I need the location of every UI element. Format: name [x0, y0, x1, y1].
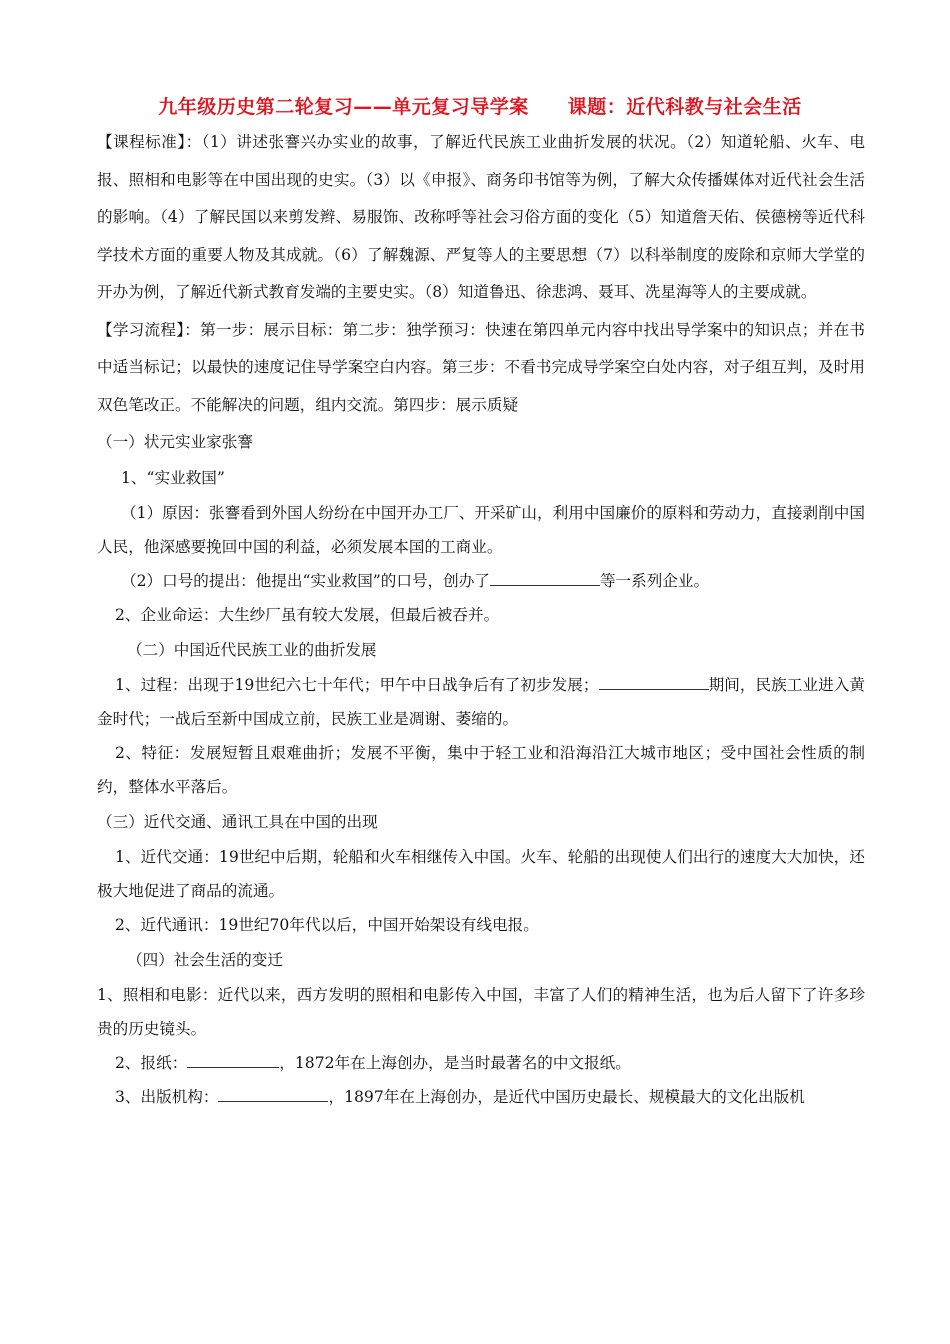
section4-newspaper — [97, 1046, 865, 1080]
section1-item2: 2、企业命运：大生纱厂虽有较大发展，但最后被吞并。 — [115, 606, 500, 624]
section4-publisher — [97, 1080, 865, 1114]
fill-in-blank[interactable] — [218, 1087, 328, 1102]
section4-photo-film: 1、照相和电影：近代以来，西方发明的照相和电影传入中国，丰富了人们的精神生活，也为后人留下了许多珍贵的历史镜头。 — [97, 986, 865, 1038]
section-heading-2: （二）中国近代民族工业的曲折发展 — [127, 641, 377, 659]
section2-features: 2、特征：发展短暂且艰难曲折；发展不平衡，集中于轻工业和沿海沿江大城市地区；受中国社会性质的制约，整体水平落后。 — [97, 744, 865, 796]
page-title: 九年级历史第二轮复习——单元复习导学案 课题：近代科教与社会生活 — [158, 96, 802, 118]
section2-process — [97, 668, 865, 736]
publisher-text-before: 3、出版机构： — [115, 1088, 219, 1106]
document-body — [97, 124, 865, 1114]
section3-communication: 2、近代通讯：19世纪70年代以后，中国开始架设有线电报。 — [115, 916, 539, 934]
fill-in-blank[interactable] — [599, 675, 709, 690]
fill-in-blank[interactable] — [187, 1053, 279, 1068]
course-standard-paragraph: 【课程标准】：（1）讲述张謇兴办实业的故事，了解近代民族工业曲折发展的状况。（2）知道轮船、火车、电报、照相和电影等在中国出现的史实。（3）以《申报》、商务印书馆等为例，了解大众传播媒体对近代社会生活的影响。（4）了解民国以来剪发辫、易服饰、改称呼等社会习俗方面的变化（5）知道詹天佑、侯德榜等近代科学技术方面的重要人物及其成就。（6）了解魏源、严复等人的主要思想（7）以科举制度的废除和京师大学堂的开办为例，了解近代新式教育发端的主要史实。（8）知道鲁迅、徐悲鸿、聂耳、冼星海等人的主要成就。 — [97, 133, 865, 301]
section1-slogan — [97, 564, 865, 598]
section1-item1: 1、“实业救国” — [121, 469, 225, 487]
fill-in-blank[interactable] — [490, 571, 600, 586]
section3-transport: 1、近代交通：19世纪中后期，轮船和火车相继传入中国。火车、轮船的出现使人们出行的速度大大加快，还极大地促进了商品的流通。 — [97, 848, 865, 900]
process-text-after: 期间，民族工业进入黄金时代；一战后至新中国成立前，民族工业是凋谢、萎缩的。 — [97, 676, 865, 728]
publisher-text-after: ，1897年在上海创办，是近代中国历史最长、规模最大的文化出版机 — [328, 1088, 805, 1106]
section-heading-4: （四）社会生活的变迁 — [127, 951, 283, 969]
section-heading-3: （三）近代交通、通讯工具在中国的出现 — [97, 813, 378, 831]
newspaper-text-before: 2、报纸： — [115, 1054, 188, 1072]
learning-process-paragraph: 【学习流程】：第一步：展示目标：第二步：独学预习：快速在第四单元内容中找出导学案中的知识点；并在书中适当标记；以最快的速度记住导学案空白内容。第三步：不看书完成导学案空白处内容，对子组互判，及时用双色笔改正。不能解决的问题，组内交流。第四步：展示质疑 — [97, 320, 865, 414]
section1-reason: （1）原因：张謇看到外国人纷纷在中国开办工厂、开采矿山，利用中国廉价的原料和劳动力，直接剥削中国人民，他深感要挽回中国的利益，必须发展本国的工商业。 — [97, 504, 865, 556]
slogan-text-before: （2）口号的提出：他提出“实业救国”的口号，创办了 — [121, 572, 490, 590]
section-heading-1: （一）状元实业家张謇 — [97, 433, 253, 451]
slogan-text-after: 等一系列企业。 — [599, 572, 710, 590]
newspaper-text-after: ，1872年在上海创办，是当时最著名的中文报纸。 — [279, 1054, 631, 1072]
process-text-before: 1、过程：出现于19世纪六七十年代；甲午中日战争后有了初步发展； — [115, 676, 599, 694]
